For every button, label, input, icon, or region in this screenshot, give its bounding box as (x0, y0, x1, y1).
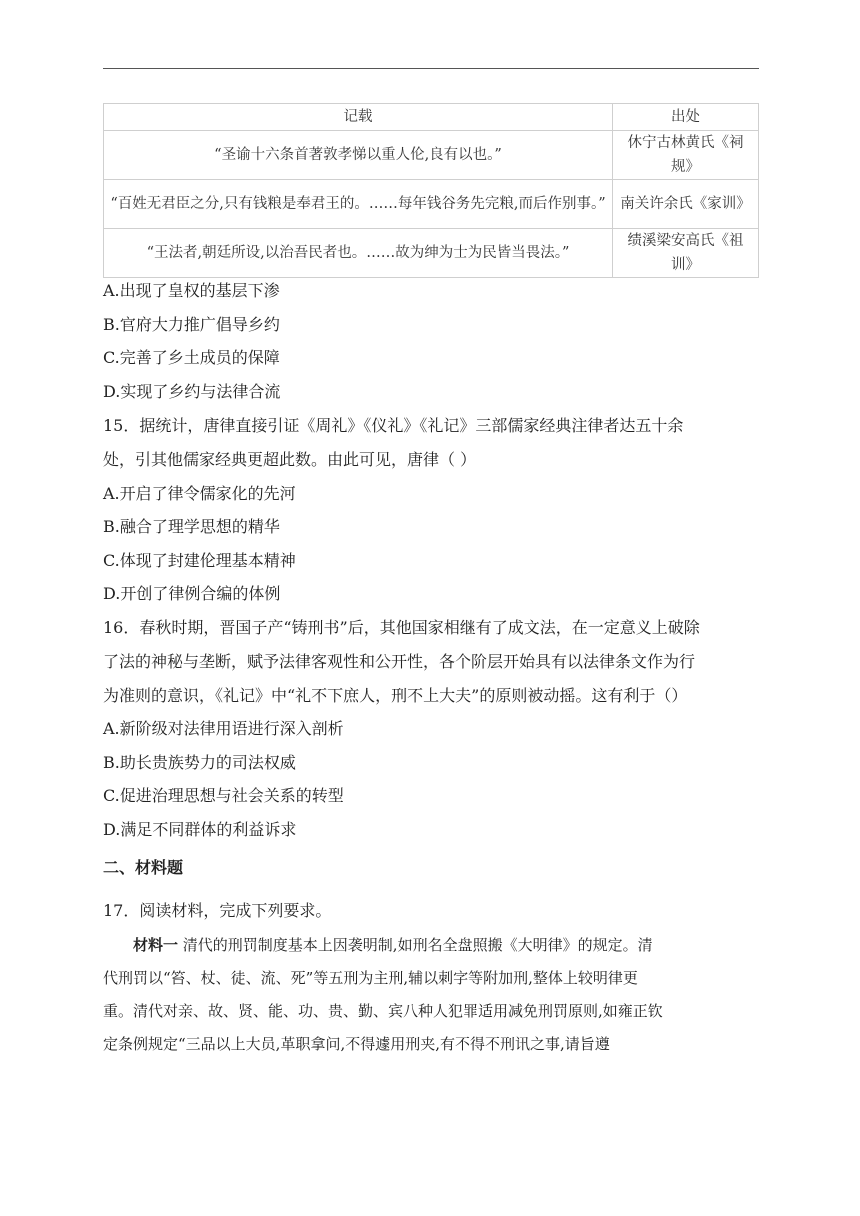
table-row (104, 180, 759, 229)
q16-stem-line-2: 了法的神秘与垄断，赋予法律客观性和公开性，各个阶层开始具有以法律条文作为行 (103, 652, 696, 671)
header-record: 记载 (104, 104, 613, 131)
record-cell: “王法者,朝廷所设,以治吾民者也。……故为绅为士为民皆当畏法。” (104, 229, 613, 278)
header-rule (103, 68, 759, 69)
record-cell: “百姓无君臣之分,只有钱粮是奉君王的。……每年钱谷务先完粮,而后作别事。” (104, 180, 613, 229)
material-text: 清代的刑罚制度基本上因袭明制,如刑名全盘照搬《大明律》的规定。清 (182, 936, 653, 954)
source-cell: 绩溪梁安高氏《祖训》 (613, 229, 759, 278)
record-cell: “圣谕十六条首著敦孝悌以重人伦,良有以也。” (104, 131, 613, 180)
material-label: 材料一 (133, 936, 179, 954)
q14-option-a: A.出现了皇权的基层下渗 (103, 281, 280, 300)
q16-option-d: D.满足不同群体的利益诉求 (103, 820, 297, 839)
q16-option-b: B.助长贵族势力的司法权威 (103, 753, 296, 772)
q15-option-a: A.开启了律令儒家化的先河 (103, 484, 296, 503)
q16-stem-line-1: 16．春秋时期，晋国子产“铸刑书”后，其他国家相继有了成文法，在一定意义上破除 (103, 618, 700, 637)
q15-option-c: C.体现了封建伦理基本精神 (103, 551, 296, 570)
q15-stem-line-2: 处，引其他儒家经典更超此数。由此可见，唐律（ ） (103, 450, 477, 469)
source-cell: 休宁古林黄氏《祠规》 (613, 131, 759, 180)
q14-option-b: B.官府大力推广倡导乡约 (103, 315, 280, 334)
material-line-3: 重。清代对亲、故、贤、能、功、贵、勤、宾八种人犯罪适用减免刑罚原则,如雍正钦 (103, 1002, 663, 1020)
q16-option-c: C.促进治理思想与社会关系的转型 (103, 786, 344, 805)
records-table (103, 103, 759, 278)
q14-option-d: D.实现了乡约与法律合流 (103, 382, 281, 401)
header-source: 出处 (613, 104, 759, 131)
q14-option-c: C.完善了乡土成员的保障 (103, 348, 280, 367)
q15-stem-line-1: 15．据统计，唐律直接引证《周礼》《仪礼》《礼记》三部儒家经典注律者达五十余 (103, 416, 684, 435)
q16-option-a: A.新阶级对法律用语进行深入剖析 (103, 719, 344, 738)
q16-stem-line-3: 为准则的意识，《礼记》中“礼不下庶人，刑不上大夫”的原则被动摇。这有利于（） (103, 686, 688, 705)
source-cell: 南关许余氏《家训》 (613, 180, 759, 229)
material-line-1 (103, 935, 759, 968)
q15-option-d: D.开创了律例合编的体例 (103, 584, 281, 603)
q15-option-b: B.融合了理学思想的精华 (103, 517, 280, 536)
material-paragraph (103, 935, 759, 1067)
material-line-2: 代刑罚以“笞、杖、徒、流、死”等五刑为主刑,辅以刺字等附加刑,整体上较明律更 (103, 969, 638, 987)
material-line-4: 定条例规定“三品以上大员,革职拿问,不得遽用刑夹,有不得不刑讯之事,请旨遵 (103, 1035, 610, 1053)
q17-stem: 17．阅读材料，完成下列要求。 (103, 901, 332, 920)
section-title: 二、材料题 (103, 858, 184, 877)
table-header-row (104, 104, 759, 131)
table-row (104, 229, 759, 278)
table-row (104, 131, 759, 180)
